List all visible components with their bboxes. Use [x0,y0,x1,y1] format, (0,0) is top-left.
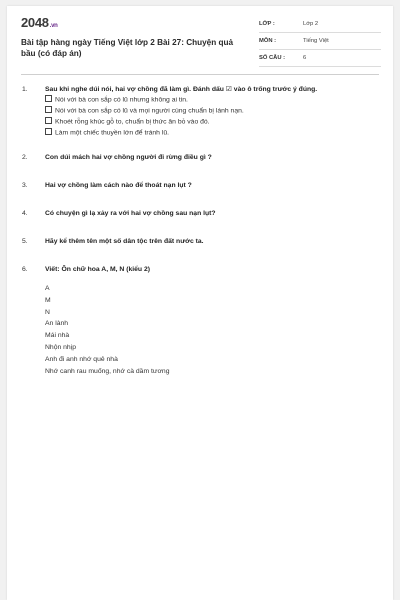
meta-row-class [259,18,381,33]
meta-label: MÔN : [259,38,277,44]
checkbox-icon[interactable] [45,117,52,124]
site-logo[interactable]: 2048.vn [21,15,58,30]
question-text: Hai vợ chồng làm cách nào để thoát nạn lụt ? [45,182,192,189]
question-text: Sau khi nghe dúi nói, hai vợ chồng đã làm gì. Đánh dấu ☑ vào ô trống trước ý đúng. [45,86,318,93]
question-4 [21,208,381,219]
question-6 [21,264,381,377]
question-text: Con dúi mách hai vợ chồng người đi rừng điều gì ? [45,154,212,161]
question-number: 2. [22,154,28,161]
question-3 [21,180,381,191]
meta-label: LỚP : [259,21,275,27]
question-number: 3. [22,182,28,189]
practice-line: A [45,285,50,292]
question-text: Có chuyện gì lạ xảy ra với hai vợ chồng sau nạn lụt? [45,210,216,217]
practice-lines [45,283,381,377]
meta-value: Tiếng Việt [303,38,329,44]
option-label: Nói với bà con sắp có lũ và mọi người cùng chuẩn bị lánh nạn. [55,107,244,115]
option-label: Nói với bà con sắp có lũ nhưng không ai tin. [55,96,188,104]
question-5 [21,236,381,247]
meta-row-count [259,52,381,67]
question-text: Hãy kể thêm tên một số dân tộc trên đất nước ta. [45,238,204,245]
answer-option[interactable] [45,106,381,117]
document-title: Bài tập hàng ngày Tiếng Việt lớp 2 Bài 27: Chuyện quả bầu (có đáp án) [21,38,234,58]
meta-panel [259,18,381,69]
question-text: Viết: Ôn chữ hoa A, M, N (kiểu 2) [45,266,150,273]
option-label: Làm một chiếc thuyền lớn để tránh lũ. [55,129,170,137]
answer-option[interactable] [45,117,381,128]
meta-row-subject [259,35,381,50]
worksheet-header [21,15,379,71]
option-label: Khoét rỗng khúc gỗ to, chuẩn bị thức ăn bỏ vào đó. [55,118,210,126]
answer-option[interactable] [45,128,381,139]
practice-line: An lành [45,320,69,328]
practice-line: Mái nhà [45,332,70,340]
practice-line: M [45,296,51,304]
checkbox-icon[interactable] [45,106,52,113]
question-1 [21,84,381,139]
question-number: 6. [22,266,28,273]
worksheet-page [7,6,393,600]
practice-line: Anh đi anh nhớ quê nhà [45,355,118,363]
question-2 [21,152,381,163]
meta-label: SỐ CÂU : [259,55,286,61]
answer-option[interactable] [45,95,381,106]
meta-value: Lớp 2 [303,21,319,27]
practice-line: Nhộn nhịp [45,343,76,351]
practice-line: N [45,308,50,316]
checkbox-icon[interactable] [45,95,52,102]
question-number: 5. [22,238,28,245]
checkbox-icon[interactable] [45,128,52,135]
header-divider [21,74,379,75]
practice-line: Nhớ canh rau muống, nhớ cà dầm tương [45,367,170,375]
question-number: 4. [22,210,28,217]
question-list [21,84,381,377]
meta-value: 6 [303,55,307,61]
question-number: 1. [22,86,28,93]
